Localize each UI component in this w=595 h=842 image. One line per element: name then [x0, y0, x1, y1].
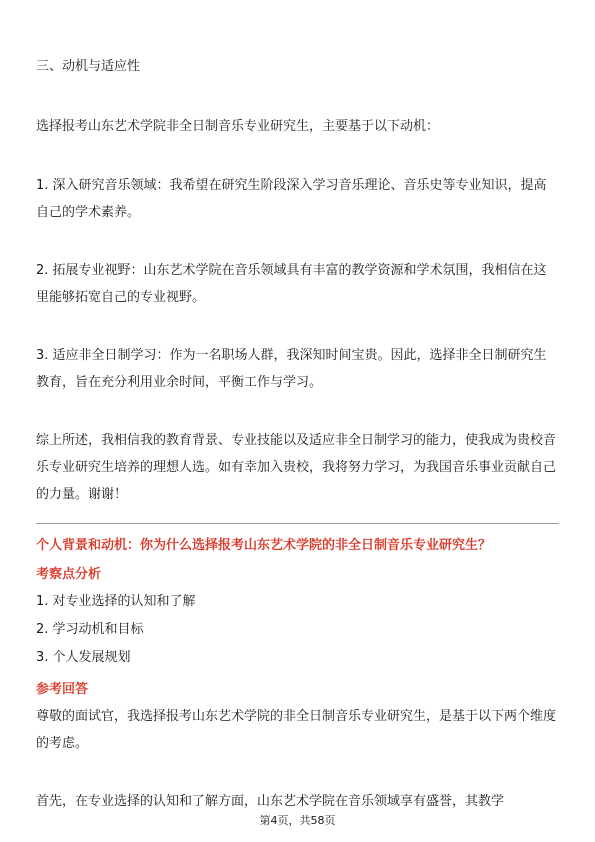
- analysis-point-3: 3. 个人发展规划: [36, 650, 131, 665]
- analysis-label: 考察点分析: [36, 567, 102, 582]
- conclusion-paragraph: 综上所述，我相信我的教育背景、专业技能以及适应非全日制学习的能力，使我成为贵校音乐专业研究生培养的理想人选。如有幸加入贵校，我将努力学习，为我国音乐事业贡献自己的力量。谢谢！: [36, 433, 557, 502]
- motivation-item-3: 3. 适应非全日制学习：作为一名职场人群，我深知时间宝贵。因此，选择非全日制研究生教育，旨在充分利用业余时间，平衡工作与学习。: [36, 348, 547, 390]
- analysis-point-2: 2. 学习动机和目标: [36, 622, 144, 637]
- analysis-point-1: 1. 对专业选择的认知和了解: [36, 594, 196, 609]
- motivation-item-1: 1. 深入研究音乐领域：我希望在研究生阶段深入学习音乐理论、音乐史等专业知识，提高自己的学术素养。: [36, 178, 547, 220]
- section-heading: 三、动机与适应性: [36, 59, 141, 74]
- section-divider: [36, 523, 559, 524]
- interview-question: 个人背景和动机：你为什么选择报考山东艺术学院的非全日制音乐专业研究生？: [36, 538, 492, 553]
- answer-label: 参考回答: [36, 682, 89, 697]
- intro-paragraph: 选择报考山东艺术学院非全日制音乐专业研究生，主要基于以下动机：: [36, 119, 440, 134]
- answer-paragraph-1: 尊敬的面试官，我选择报考山东艺术学院的非全日制音乐专业研究生，是基于以下两个维度的考虑。: [36, 709, 557, 751]
- page-footer: 第4页，共58页: [259, 814, 336, 827]
- answer-paragraph-2: 首先，在专业选择的认知和了解方面，山东艺术学院在音乐领域享有盛誉，其教学: [36, 794, 505, 809]
- motivation-item-2: 2. 拓展专业视野：山东艺术学院在音乐领域具有丰富的教学资源和学术氛围，我相信在这里能够拓宽自己的专业视野。: [36, 263, 547, 305]
